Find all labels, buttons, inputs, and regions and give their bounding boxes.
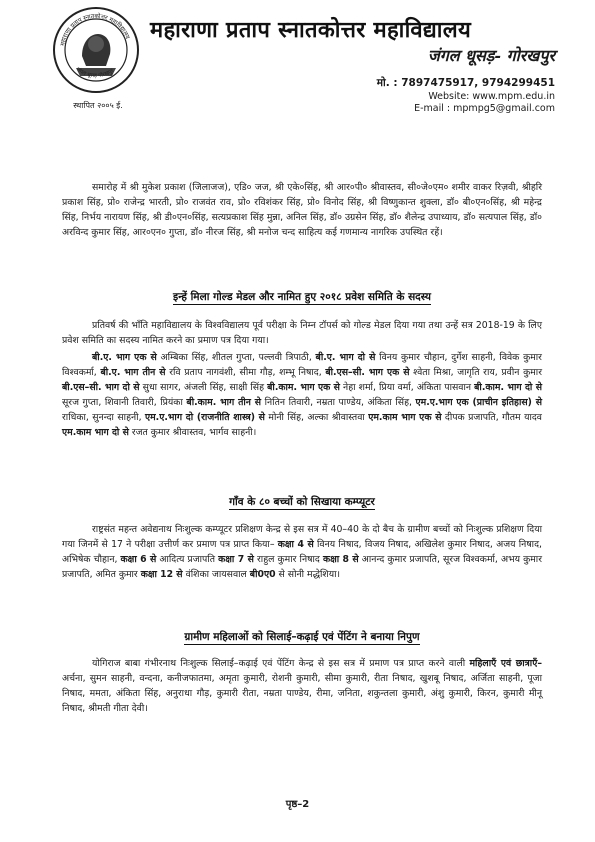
sewing-names: अर्चना, सुमन साहनी, वन्दना, कनीजफातमा, अमृता कुमारी, रोशनी कुमारी, सीमा कुमारी, रीता निषाद, खुशबू निषाद, अर्जिता साहनी, पूजा निषाद, ममता, अंकिता सिंह, अनुराधा गौड़, कुमारी रीता, नम्रता पाण्डेय, रीमा, जनिता, शकुन्तला कुमारी, अंशु कुमारी, किरन, कुमारी मीनू निषाद, श्रीमती गीता देवी। bbox=[62, 673, 542, 714]
label-ma-2: एम.ए.भाग दो (राजनीति शास्त्र) से bbox=[144, 412, 265, 423]
website: Website: www.mpm.edu.in bbox=[428, 91, 555, 102]
gold-medal-intro-text: प्रतिवर्ष की भाँति महाविद्यालय के विश्वविद्यालय पूर्व परीक्षा के निम्न टॉपर्स को गोल्ड मेडल दिया गया तथा उन्हें सत्र 2018-19 के लिए प्रवेश समिति का सदस्य नामित करने का प्रमाण पत्र दिया गया। bbox=[62, 320, 542, 346]
label-bsc-1: बी.एस–सी. भाग एक से bbox=[325, 367, 410, 378]
names-bsc-1: श्वेता मिश्रा, जागृति राय, प्रवीन कुमार bbox=[409, 367, 542, 378]
gold-medal-heading bbox=[62, 290, 542, 304]
label-class-8: कक्षा 8 से bbox=[322, 554, 359, 565]
logo-text-bottom: जंगल धूसड़ गोरखपुर bbox=[74, 66, 116, 80]
label-ba: बी0ए0 bbox=[249, 569, 276, 580]
names-bsc-2: सुधा सागर, अंजली सिंह, साक्षी सिंह bbox=[139, 382, 268, 393]
names-ba-1: अम्बिका सिंह, शीतल गुप्ता, पल्लवी त्रिपाठी, bbox=[156, 352, 316, 363]
gold-medal-list bbox=[62, 350, 542, 440]
sewing-label: महिलाएँ एवं छात्राएँ– bbox=[469, 658, 542, 669]
names-bcom-1: नेहा शर्मा, प्रिया वर्मा, अंकिता पासवान bbox=[339, 382, 475, 393]
names-bcom-2: सूरज गुप्ता, शिवानी तिवारी, प्रियंका bbox=[62, 397, 187, 408]
email: E-mail : mpmpg5@gmail.com bbox=[414, 103, 555, 114]
computer-paragraph bbox=[62, 522, 542, 582]
names-ma-2: मोनी सिंह, अल्का श्रीवास्तवा bbox=[264, 412, 369, 423]
names-ba-2: विनय कुमार चौहान, दुर्गेश साहनी, विवेक कुमार विश्वकर्मा, bbox=[62, 352, 542, 378]
label-bcom-2: बी.काम. भाग दो से bbox=[474, 382, 542, 393]
page-number: पृष्ठ–2 bbox=[285, 799, 310, 810]
names-class-8: आनन्द कुमार प्रजापति, सूरज विश्वकर्मा, अभय कुमार प्रजापति, अमित कुमार bbox=[62, 554, 543, 580]
college-name: महाराणा प्रताप स्नातकोत्तर महाविद्यालय bbox=[150, 17, 472, 43]
computer-heading-text: गाँव के ८० बच्चों को सिखाया कम्प्यूटर bbox=[229, 496, 375, 508]
names-mcom-1: दीपक प्रजापति, गौतम यादव bbox=[441, 412, 542, 423]
names-ba-3: रवि प्रताप नागवंशी, सीमा गौड़, शम्भू निषाद, bbox=[165, 367, 326, 378]
intro-text: समारोह में श्री मुकेश प्रकाश (जिलाजज), एडि० जज, श्री एके०सिंह, श्री आर०पी० श्रीवास्तव, सी०जे०एम० शमीर वाकर रिज़वी, श्रीहरि प्रकाश सिंह, प्रो० राजेन्द्र भारती, प्रो० राजवंत राव, प्रो० रविशंकर सिंह, प्रो० विनोद सिंह, श्री विष्णुकान्त शुक्ला, डॉ० बी०एन०सिंह, श्री महेन्द्र सिंह, निर्भय नारायण सिंह, श्री डी०एन०सिंह, सत्यप्रकाश सिंह मुन्ना, अनिल सिंह, डॉ० उग्रसेन सिंह, डॉ० शैलेन्द्र उपाध्याय, डॉ० सत्यपाल सिंह, डॉ० अरविन्द कुमार सिंह, आर०एन० गुप्ता, डॉ० नीरज सिंह, श्री मनोज चन्द साहित्य कई गणमान्य नागरिक उपस्थित रहें। bbox=[62, 182, 542, 238]
label-bcom-1: बी.काम. भाग एक से bbox=[267, 382, 340, 393]
names-class-6: आदित्य प्रजापति bbox=[156, 554, 219, 565]
sewing-paragraph bbox=[62, 656, 542, 716]
sewing-heading bbox=[62, 630, 542, 644]
names-ma-1: राधिका, सुनन्दा साहनी, bbox=[62, 412, 145, 423]
college-logo-seal bbox=[52, 6, 140, 94]
label-class-6: कक्षा 6 से bbox=[120, 554, 157, 565]
label-bcom-3: बी.काम. भाग तीन से bbox=[186, 397, 262, 408]
sewing-text: योगिराज बाबा गंभीरनाथ निःशुल्क सिलाई–कढ़ाई एवं पेंटिंग केन्द्र से इस सत्र में प्रमाण पत्र प्राप्त करने वाली bbox=[92, 658, 470, 669]
sewing-heading-text: ग्रामीण महिलाओं को सिलाई–कढ़ाई एवं पेंटिंग ने बनाया निपुण bbox=[184, 631, 420, 643]
label-class-4: कक्षा 4 से bbox=[277, 539, 314, 550]
names-class-4: विनय निषाद, विजय निषाद, अखिलेश कुमार निषाद, अजय निषाद, अभिषेक चौहान, bbox=[62, 539, 542, 565]
label-ma-1: एम.ए.भाग एक (प्राचीन इतिहास) से bbox=[415, 397, 542, 408]
gold-medal-intro bbox=[62, 318, 542, 348]
gold-medal-heading-text: इन्हें मिला गोल्ड मेडल और नामित हुए २०१८ प्रवेश समिति के सदस्य bbox=[173, 291, 431, 303]
names-class-12: वंशिका जायसवाल bbox=[182, 569, 250, 580]
label-bsc-2: बी.एस–सी. भाग दो से bbox=[62, 382, 140, 393]
label-class-7: कक्षा 7 से bbox=[218, 554, 254, 565]
names-mcom-2: रजत कुमार श्रीवास्तव, भार्गव साहनी। bbox=[128, 427, 257, 438]
logo-text-top: महाराणा प्रताप स्नातकोत्तर महाविद्यालय bbox=[59, 12, 131, 47]
label-mcom-2: एम.काम भाग दो से bbox=[62, 427, 129, 438]
label-ba-1: बी.ए. भाग एक से bbox=[92, 352, 157, 363]
founded-year: स्थापित २००५ ई. bbox=[73, 101, 123, 110]
names-class-7: राहुल कुमार निषाद bbox=[253, 554, 323, 565]
label-mcom-1: एम.काम भाग एक से bbox=[368, 412, 442, 423]
computer-heading bbox=[62, 495, 542, 509]
label-class-12: कक्षा 12 से bbox=[140, 569, 183, 580]
intro-paragraph bbox=[62, 180, 542, 240]
names-ba: से सोनी मद्धेशिया। bbox=[275, 569, 341, 580]
label-ba-3: बी.ए. भाग तीन से bbox=[100, 367, 166, 378]
computer-text: राष्ट्रसंत महन्त अवेद्यनाथ निःशुल्क कम्प्यूटर प्रशिक्षण केन्द्र से इस सत्र में 40–40 के दो बैच के ग्रामीण बच्चों को निःशुल्क प्रशिक्षण दिया गया जिनमें से 17 ने परीक्षा उत्तीर्ण कर प्रमाण पत्र प्राप्त किया– bbox=[62, 524, 542, 550]
mobile-numbers: मो. : 7897475917, 9794299451 bbox=[376, 77, 555, 89]
label-ba-2: बी.ए. भाग दो से bbox=[315, 352, 376, 363]
college-place: जंगल धूसड़- गोरखपुर bbox=[427, 46, 555, 65]
names-bcom-3: नितिन तिवारी, नम्रता पाण्डेय, अंकिता सिंह, bbox=[261, 397, 416, 408]
